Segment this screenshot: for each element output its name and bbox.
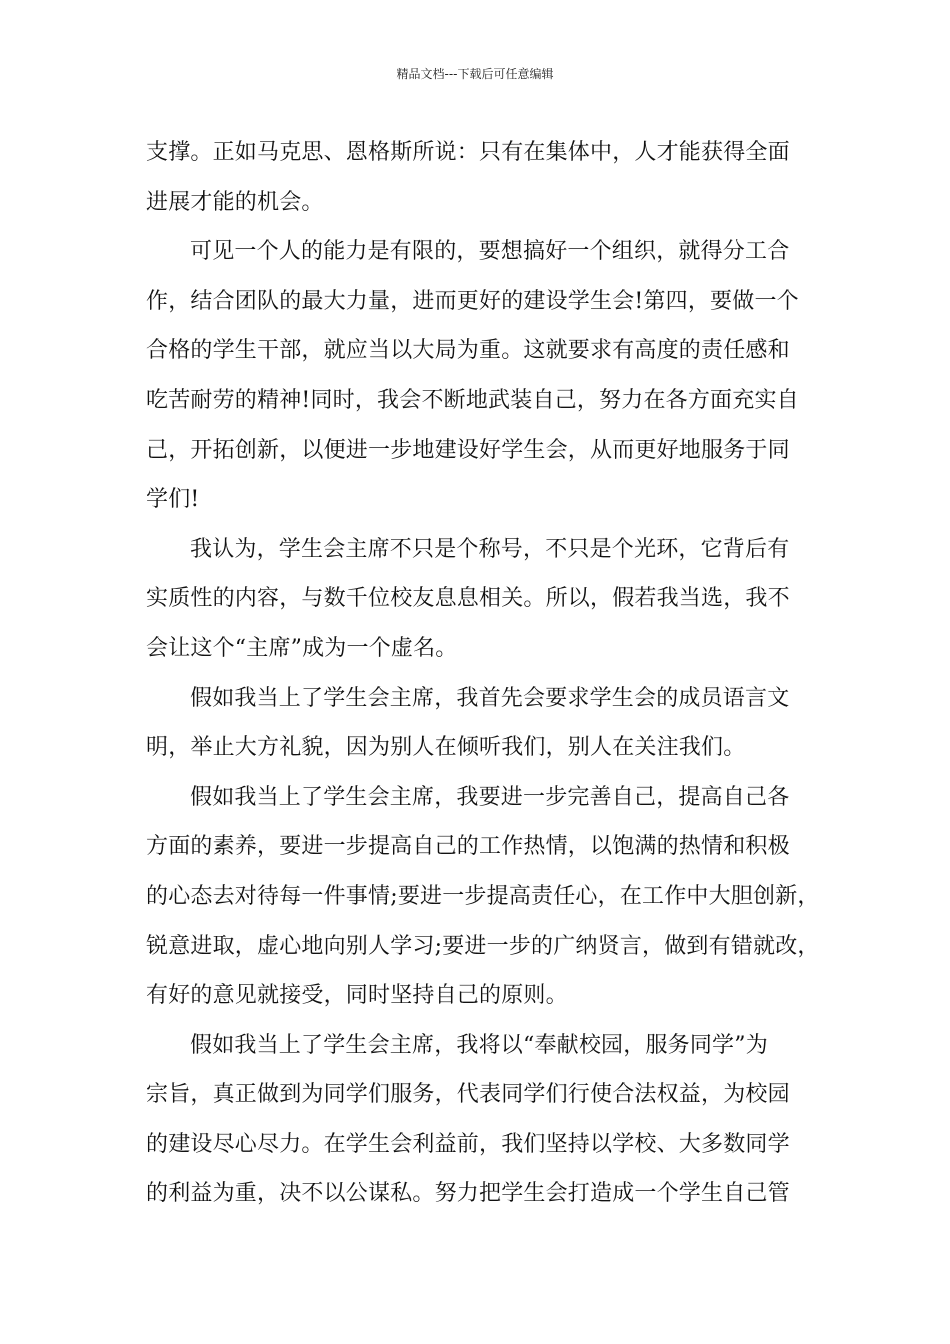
paragraph-start-line: 我认为，学生会主席不只是个称号，不只是个光环，它背后有 <box>190 536 790 562</box>
text-line: 进展才能的机会。 <box>146 189 324 215</box>
text-line: 实质性的内容，与数千位校友息息相关。所以，假若我当选，我不 <box>146 586 790 612</box>
text-line: 宗旨，真正做到为同学们服务，代表同学们行使合法权益，为校园 <box>146 1082 790 1108</box>
paragraph-start-line: 假如我当上了学生会主席，我要进一步完善自己，提高自己各 <box>190 784 790 810</box>
text-line: 的心态去对待每一件事情;要进一步提高责任心，在工作中大胆创新， <box>146 883 820 909</box>
text-line: 己，开拓创新，以便进一步地建设好学生会，从而更好地服务于同 <box>146 437 790 463</box>
text-line: 学们! <box>146 487 200 513</box>
text-line: 的建设尽心尽力。在学生会利益前，我们坚持以学校、大多数同学 <box>146 1131 790 1157</box>
paragraph-start-line: 可见一个人的能力是有限的，要想搞好一个组织，就得分工合 <box>190 239 790 265</box>
text-line: 支撑。正如马克思、恩格斯所说：只有在集体中，人才能获得全面 <box>146 140 790 165</box>
document-body <box>146 128 820 1219</box>
text-line: 合格的学生干部，就应当以大局为重。这就要求有高度的责任感和 <box>146 338 790 364</box>
paragraph-start-line: 假如我当上了学生会主席，我首先会要求学生会的成员语言文 <box>190 685 790 711</box>
page-header: 精品文档---下载后可任意编辑 <box>396 67 554 81</box>
text-line: 方面的素养，要进一步提高自己的工作热情，以饱满的热情和积极 <box>146 834 790 860</box>
text-line: 作，结合团队的最大力量，进而更好的建设学生会!第四，要做一个 <box>146 288 799 314</box>
text-line: 明，举止大方礼貌，因为别人在倾听我们，别人在关注我们。 <box>146 735 746 761</box>
text-line: 的利益为重，决不以公谋私。努力把学生会打造成一个学生自己管 <box>146 1181 790 1207</box>
text-line: 有好的意见就接受，同时坚持自己的原则。 <box>146 983 568 1009</box>
text-line: 会让这个“主席”成为一个虚名。 <box>146 635 458 661</box>
text-line: 锐意进取，虚心地向别人学习;要进一步的广纳贤言，做到有错就改， <box>146 933 820 959</box>
text-line: 吃苦耐劳的精神!同时，我会不断地武装自己，努力在各方面充实自 <box>146 387 799 413</box>
paragraph-start-line: 假如我当上了学生会主席，我将以“奉献校园，服务同学”为 <box>190 1032 768 1058</box>
